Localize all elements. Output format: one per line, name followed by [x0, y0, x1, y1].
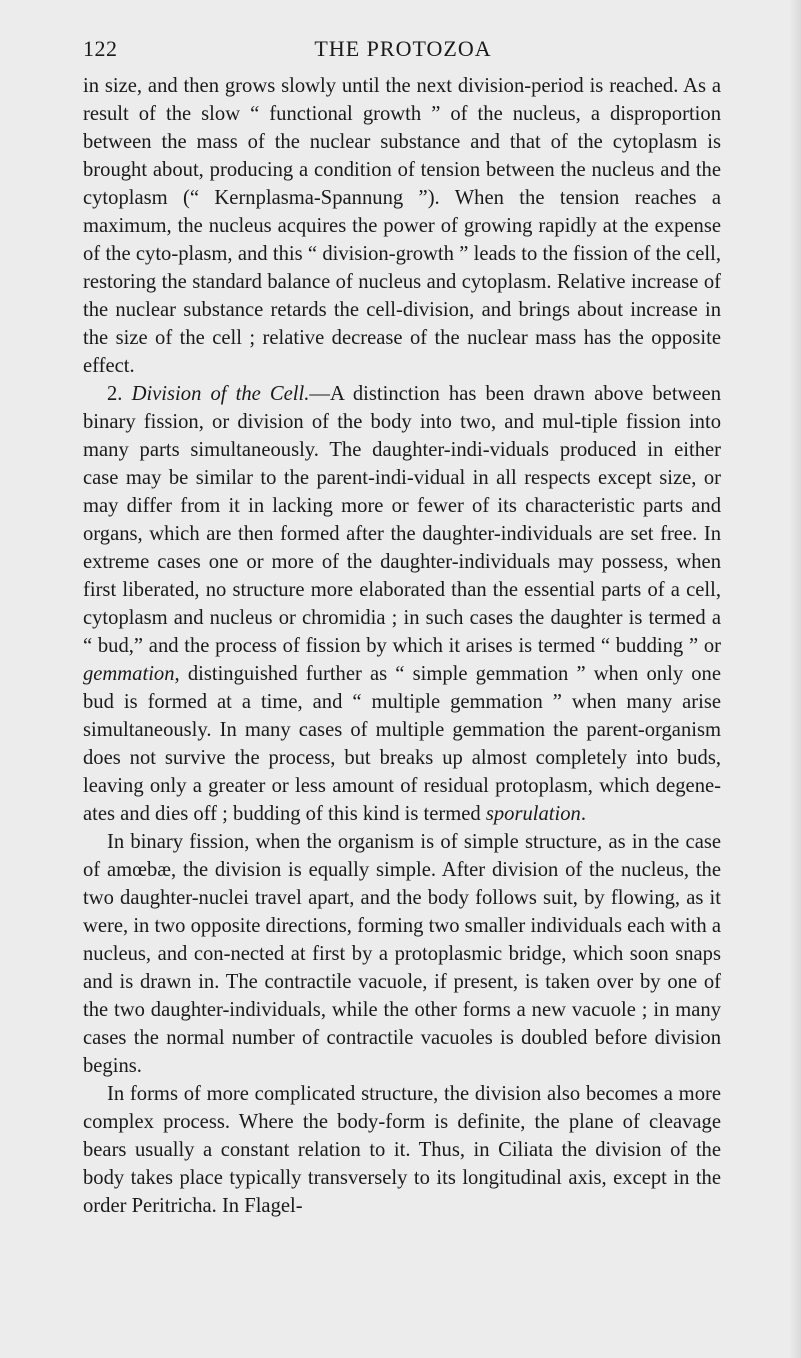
text-segment: . [580, 803, 586, 825]
paragraph [83, 72, 721, 380]
text-segment: , distinguished further as “ simple gemmation ” when only one bud is formed at a time, and “ multiple gemmation ” when many arise simultaneously. In many cases of multiple gemmation the parent-organism does not survive the process, but breaks up almost completely into buds, leaving only a greater or less amount of residual protoplasm, which degene-ates and dies off ; budding of this kind is termed [83, 663, 721, 825]
running-head [83, 36, 723, 66]
italic-text: Division of the Cell. [131, 383, 310, 405]
paragraph [83, 828, 721, 1080]
page-edge-shadow [789, 0, 801, 1358]
paragraph [83, 380, 721, 828]
body-text [83, 72, 721, 1220]
text-segment: 2. [107, 383, 132, 405]
page-number: 122 [83, 36, 118, 61]
text-segment: In forms of more complicated structure, the division also becomes a more complex process. Where the body-form is definite, the plane of cleavage bears usually a constant relation to it. Thus, in Ciliata the division of the body takes place typically transversely to its longitudinal axis, except in the order Peritricha. In Flagel- [83, 1083, 721, 1217]
italic-text: gemmation [83, 663, 175, 685]
text-segment: In binary fission, when the organism is of simple structure, as in the case of amœbæ, the division is equally simple. After division of the nucleus, the two daughter-nuclei travel apart, and the body follows suit, by flowing, as it were, in two opposite directions, forming two smaller individuals each with a nucleus, and con-nected at first by a protoplasmic bridge, which soon snaps and is drawn in. The contractile vacuole, if present, is taken over by one of the two daughter-individuals, while the other forms a new vacuole ; in many cases the normal number of contractile vacuoles is doubled before division begins. [83, 831, 721, 1077]
text-segment: —A distinction has been drawn above between binary fission, or division of the body into two, and mul-tiple fission into many parts simultaneously. The daughter-indi-viduals produced in either case may be similar to the parent-indi-vidual in all respects except size, or may differ from it in lacking more or fewer of its characteristic parts and organs, which are then formed after the daughter-individuals are set free. In extreme cases one or more of the daughter-individuals may possess, when first liberated, no structure more elaborated than the essential parts of a cell, cytoplasm and nucleus or chromidia ; in such cases the daughter is termed a “ bud,” and the process of fission by which it arises is termed “ budding ” or [83, 383, 721, 657]
text-segment: in size, and then grows slowly until the next division-period is reached. As a result of the slow “ functional growth ” of the nucleus, a disproportion between the mass of the nuclear substance and that of the cytoplasm is brought about, producing a condition of tension between the nucleus and the cytoplasm (“ Kernplasma-Spannung ”). When the tension reaches a maximum, the nucleus acquires the power of growing rapidly at the expense of the cyto-plasm, and this “ division-growth ” leads to the fission of the cell, restoring the standard balance of nucleus and cytoplasm. Relative increase of the nuclear substance retards the cell-division, and brings about increase in the size of the cell ; relative decrease of the nuclear mass has the opposite effect. [83, 75, 721, 377]
paragraph [83, 1080, 721, 1220]
italic-text: sporulation [485, 803, 581, 825]
running-title: THE PROTOZOA [314, 36, 492, 61]
